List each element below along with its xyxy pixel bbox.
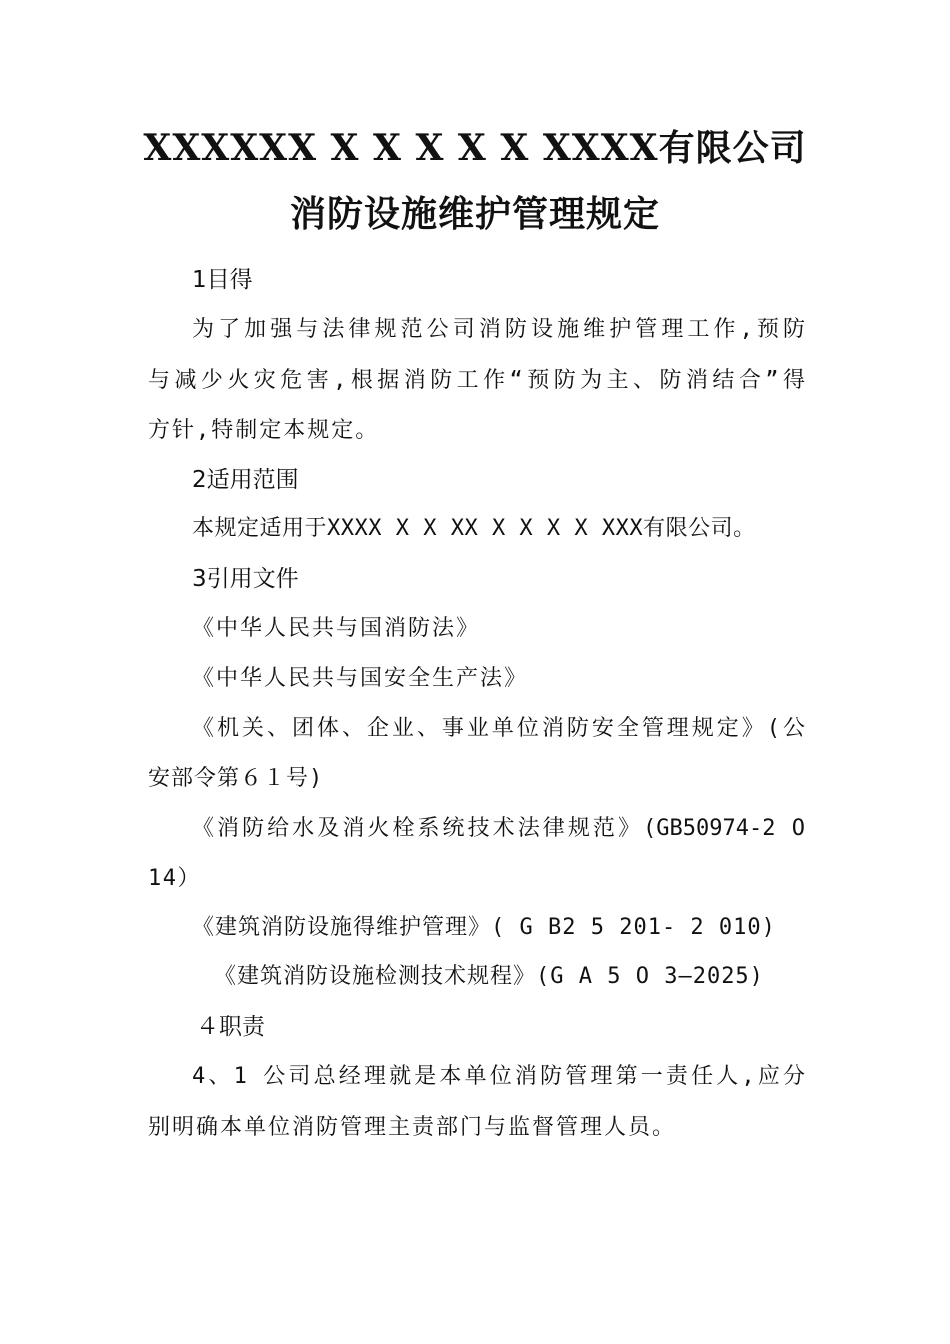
reference-regulation-61-cont: 安部令第６１号) — [148, 766, 324, 791]
reference-gb50974: 《消防给水及消火栓系统技术法律规范》(GB50974-2 O — [192, 816, 805, 841]
section-heading-duties: ４职责 — [196, 1014, 265, 1040]
scope-paragraph: 本规定适用于XXXX X X XX X X X X XXX有限公司。 — [192, 516, 756, 541]
section-heading-purpose: 1目得 — [192, 267, 253, 293]
section-heading-references: 3引用文件 — [192, 566, 299, 592]
section-heading-scope: 2适用范围 — [192, 467, 299, 493]
reference-regulation-61: 《机关、团体、企业、事业单位消防安全管理规定》(公 — [192, 716, 805, 741]
document-title-company: XXXXXX X X X X X XXXX有限公司 — [143, 127, 807, 169]
paragraph-line: 别明确本单位消防管理主责部门与监督管理人员。 — [148, 1115, 677, 1140]
reference-safety-law: 《中华人民共与国安全生产法》 — [192, 666, 529, 691]
reference-gb50974-cont: 14） — [148, 866, 201, 891]
document-title-regulation: 消防设施维护管理规定 — [289, 193, 660, 235]
paragraph-line: 与减少火灾危害,根据消防工作“预防为主、防消结合”得 — [148, 368, 805, 393]
paragraph-line: 为了加强与法律规范公司消防设施维护管理工作,预防 — [192, 317, 805, 342]
paragraph-line: 方针,特制定本规定。 — [148, 418, 380, 443]
reference-gb25201: 《建筑消防设施得维护管理》( G B2 5 201- 2 010) — [192, 915, 776, 940]
paragraph-line: 4、1 公司总经理就是本单位消防管理第一责任人,应分 — [192, 1064, 805, 1089]
reference-fire-law: 《中华人民共与国消防法》 — [192, 616, 481, 641]
reference-ga503: 《建筑消防设施检测技术规程》(G A 5 O 3—2025) — [214, 964, 764, 989]
